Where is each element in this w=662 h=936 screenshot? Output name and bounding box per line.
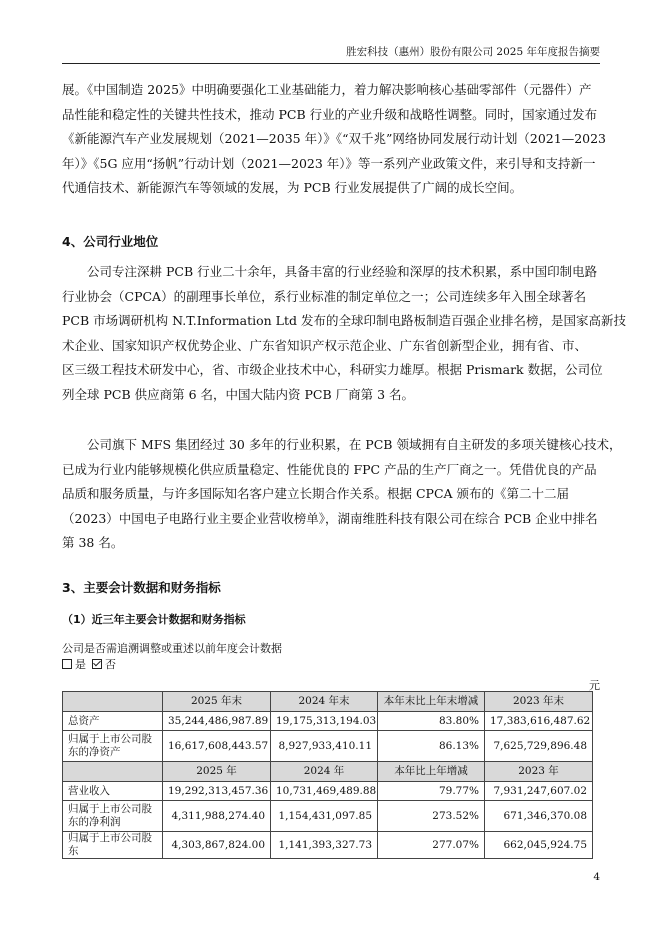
text-line: 第 38 名。 bbox=[62, 535, 124, 550]
paragraph-company-position bbox=[62, 260, 626, 407]
text-line: 列全球 PCB 供应商第 6 名，中国大陆内资 PCB 厂商第 3 名。 bbox=[62, 386, 415, 402]
text-line: 展。《中国制造 2025》中明确要强化工业基础能力，着力解决影响核心基础零部件（元器件）产 bbox=[62, 82, 592, 97]
text-line: 公司专注深耕 PCB 行业二十余年，具备丰富的行业经验和深厚的技术积累，系中国印制电路 bbox=[62, 264, 598, 279]
text-line: 公司旗下 MFS 集团经过 30 多年的行业积累，在 PCB 领域拥有自主研发的多项关键核心技术， bbox=[62, 437, 622, 452]
subsection-heading-three-year-data: （1）近三年主要会计数据和财务指标 bbox=[62, 613, 246, 626]
table-header-cell: 本年末比上年末增减 bbox=[378, 692, 485, 712]
table-cell: 1,154,431,097.85 bbox=[271, 801, 378, 832]
table-cell: 273.52% bbox=[378, 801, 485, 832]
text-line: 术企业、国家知识产权优势企业、广东省知识产权示范企业、广东省创新型企业，拥有省、市、 bbox=[62, 337, 588, 353]
text-line: 品性能和稳定性的关键共性技术，推动 PCB 行业的产业升级和战略性调整。同时，国家通过发布 bbox=[62, 106, 598, 122]
financial-data-table bbox=[62, 691, 593, 859]
text-line: 年）》《5G 应用“扬帆”行动计划（2021—2023 年）》等一系列产业政策文件，来引导和支持新一 bbox=[62, 155, 596, 171]
section-heading-financial-data: 3、主要会计数据和财务指标 bbox=[62, 580, 221, 595]
row-label-revenue: 营业收入 bbox=[63, 782, 163, 801]
table-header-cell: 2025 年 bbox=[163, 762, 271, 782]
checkbox-yes[interactable] bbox=[62, 659, 72, 669]
table-cell: 79.77% bbox=[378, 782, 485, 801]
table-cell: 277.07% bbox=[378, 832, 485, 859]
checkbox-no[interactable] bbox=[92, 659, 102, 669]
restatement-question: 公司是否需追溯调整或重述以前年度会计数据 bbox=[62, 642, 282, 655]
text-line: （2023）中国电子电路行业主要企业营收榜单》，湖南维胜科技有限公司在综合 PCB 企业中排名 bbox=[62, 510, 598, 526]
table-cell: 1,141,393,327.73 bbox=[271, 832, 378, 859]
restatement-options bbox=[62, 656, 116, 672]
table-cell: 10,731,469,489.88 bbox=[271, 782, 378, 801]
table-cell: 35,244,486,987.89 bbox=[163, 712, 271, 731]
table-header-row bbox=[63, 692, 593, 712]
table-header-row bbox=[63, 762, 593, 782]
table-cell: 17,383,616,487.62 bbox=[485, 712, 593, 731]
table-cell: 662,045,924.75 bbox=[485, 832, 593, 859]
table-cell: 7,625,729,896.48 bbox=[485, 731, 593, 762]
text-line: PCB 市场调研机构 N.T.Information Ltd 发布的全球印制电路板制造百强企业排名榜，是国家高新技 bbox=[62, 313, 626, 328]
table-cell: 4,311,988,274.40 bbox=[163, 801, 271, 832]
text-line: 行业协会（CPCA）的副理事长单位，系行业标准的制定单位之一；公司连续多年入围全球著名 bbox=[62, 288, 587, 304]
table-cell: 8,927,933,410.11 bbox=[271, 731, 378, 762]
table-header-cell bbox=[63, 762, 163, 782]
table-cell: 4,303,867,824.00 bbox=[163, 832, 271, 859]
paragraph-industry-policy bbox=[62, 78, 607, 201]
row-label-total-assets: 总资产 bbox=[63, 712, 163, 731]
table-header-cell: 2023 年末 bbox=[485, 692, 593, 712]
table-cell: 671,346,370.08 bbox=[485, 801, 593, 832]
table-row bbox=[63, 832, 593, 859]
paragraph-mfs-group bbox=[62, 433, 622, 556]
table-cell: 83.80% bbox=[378, 712, 485, 731]
page-number: 4 bbox=[593, 871, 600, 883]
table-row bbox=[63, 712, 593, 731]
table-cell: 7,931,247,607.02 bbox=[485, 782, 593, 801]
table-header-cell: 2023 年 bbox=[485, 762, 593, 782]
row-label-net-profit: 归属于上市公司股东的净利润 bbox=[63, 801, 163, 832]
table-cell: 16,617,608,443.57 bbox=[163, 731, 271, 762]
table-row bbox=[63, 782, 593, 801]
row-label-net-assets: 归属于上市公司股东的净资产 bbox=[63, 731, 163, 762]
checkbox-yes-label: 是 bbox=[75, 658, 86, 671]
table-header-cell: 2024 年 bbox=[271, 762, 378, 782]
text-line: 《新能源汽车产业发展规划（2021—2035 年）》《“双千兆”网络协同发展行动计划（2021—2023 bbox=[62, 131, 607, 146]
text-line: 区三级工程技术研发中心，省、市级企业技术中心，科研实力雄厚。根据 Prismark 数据，公司位 bbox=[62, 362, 603, 377]
text-line: 已成为行业内能够规模化供应质量稳定、性能优良的 FPC 产品的生产厂商之一。凭借优良的产品 bbox=[62, 461, 597, 477]
table-row bbox=[63, 731, 593, 762]
text-line: 代通信技术、新能源汽车等领域的发展，为 PCB 行业发展提供了广阔的成长空间。 bbox=[62, 180, 523, 195]
table-header-cell: 本年比上年增减 bbox=[378, 762, 485, 782]
page-header: 胜宏科技（惠州）股份有限公司 2025 年年度报告摘要 bbox=[62, 44, 600, 64]
table-header-cell bbox=[63, 692, 163, 712]
text-line: 品质和服务质量，与许多国际知名客户建立长期合作关系。根据 CPCA 颁布的《第二十二届 bbox=[62, 486, 570, 501]
table-cell: 19,175,313,194.03 bbox=[271, 712, 378, 731]
table-cell: 86.13% bbox=[378, 731, 485, 762]
table-row bbox=[63, 801, 593, 832]
table-header-cell: 2025 年末 bbox=[163, 692, 271, 712]
table-cell: 19,292,313,457.36 bbox=[163, 782, 271, 801]
checkbox-no-label: 否 bbox=[105, 658, 116, 671]
currency-unit: 元 bbox=[589, 679, 600, 692]
table-header-cell: 2024 年末 bbox=[271, 692, 378, 712]
row-label-shareholders: 归属于上市公司股东 bbox=[63, 832, 163, 859]
section-heading-industry-position: 4、公司行业地位 bbox=[62, 234, 159, 249]
